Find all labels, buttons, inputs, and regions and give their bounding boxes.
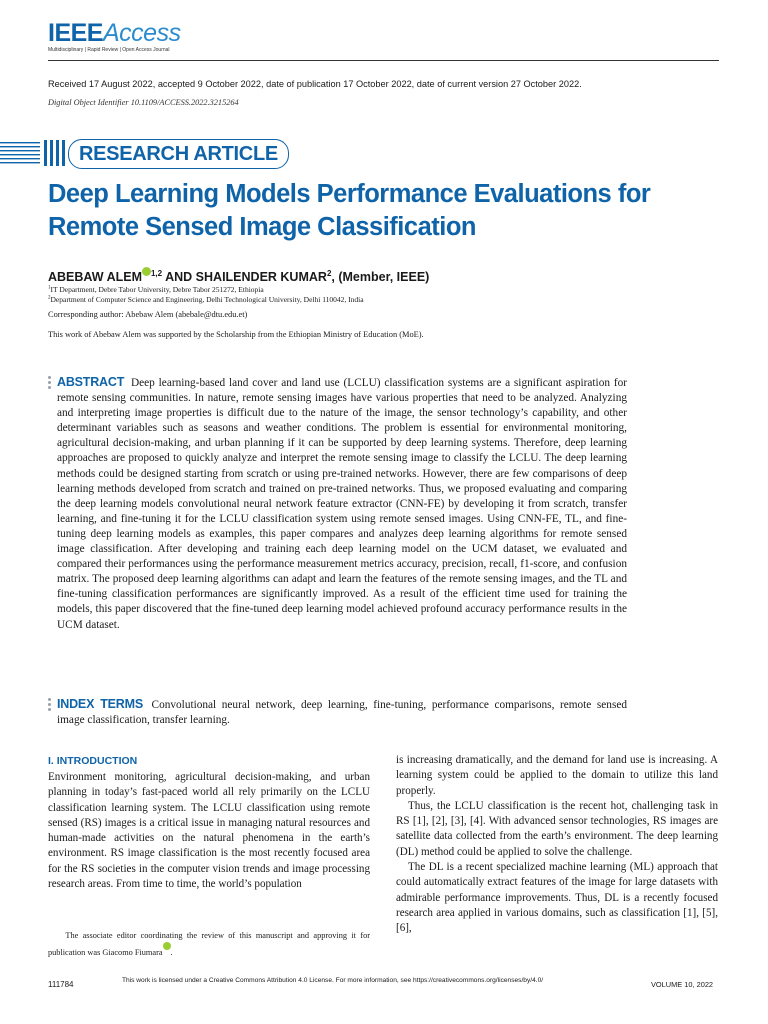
- intro-paragraph-1: Environment monitoring, agricultural decision-making, and urban planning in today’s fast-paced world all rely primarily on the LCLU classification learning system. The LCLU classification using remote sensed (RS) images is a critical issue in managing natural resources and human-made activities on the natural phenomena in the earth’s environment. RS image classification is the most recently focused area for the RS societies in the computer vision trends and image processing research areas. From time to time, the world’s population: [48, 771, 370, 891]
- logo-tagline: Multidisciplinary | Rapid Review | Open Access Journal: [48, 47, 170, 53]
- abstract: [57, 375, 627, 633]
- affiliation-2-text: Department of Computer Science and Engineering, Delhi Technological University, Delhi 110042, India: [50, 295, 364, 304]
- section-heading-introduction: I. INTRODUCTION: [48, 755, 138, 767]
- abstract-text: Deep learning-based land cover and land use (LCLU) classification systems are a significant aspiration for remote sensing communities. In nature, remote sensing images have various properties that need to be analyzed. Analyzing and interpreting image properties is difficult due to the nature of the image, the sensor technology’s capability, and other determinant variables such as seasons and weather conditions. The problem is essential for environmental monitoring, agricultural decision-making, and urban planning if it can be supported by deep learning systems. Therefore, deep learning approaches are proposed to quickly analyze and interpret the remote sensing image to classify the LCLU. The deep learning methods could be designed starting from scratch or using pre-trained networks. However, there are few comparisons of deep learning methods developed from scratch and trained on pre-trained networks. Thus, we proposed evaluating and comparing the deep learning models convolutional neural network feature extractor (CNN-FE) by developing it from scratch, transfer learning, and fine-tuning it for the LCLU classification system using remote sensed images. Using CNN-FE, TL, and fine-tuning deep learning models as examples, this paper compares and analyzes deep learning algorithms for remote sensed image classification. After developing and training each deep learning model on the UCM dataset, we evaluated and compared their performances using the performance measurement metrics accuracy, precision, recall, f1-score, and confusion matrix. The proposed deep learning algorithms can adapt and learn the features of the remote sensing images, and the TL and fine-tuning classification performances are significantly improved. As a result of the efficient time used for training the models, this paper discovered that the fine-tuned deep learning model achieved profound accuracy performance results in the UCM dataset.: [57, 377, 627, 631]
- editor-footnote: [48, 929, 370, 959]
- index-terms-dots-icon: [48, 698, 52, 713]
- affiliation-2-num: 2: [48, 295, 51, 301]
- footnote-end: .: [170, 948, 173, 957]
- author-line: [48, 267, 429, 284]
- affiliation-2: [48, 295, 364, 304]
- footnote-text: The associate editor coordinating the review of this manuscript and approving it for publication was Giacomo Fiumara: [48, 931, 371, 957]
- index-terms-text: Convolutional neural network, deep learning, fine-tuning, performance comparisons, remote sensed image classification, transfer learning.: [57, 699, 628, 727]
- author-2-affil: 2: [326, 268, 332, 278]
- received-dates: Received 17 August 2022, accepted 9 October 2022, date of publication 17 October 2022, date of current version 27 October 2022.: [48, 79, 582, 89]
- abstract-label: ABSTRACT: [57, 375, 125, 389]
- editor-orcid-icon[interactable]: [163, 942, 171, 950]
- paper-title: Deep Learning Models Performance Evaluations for Remote Sensed Image Classification: [48, 180, 651, 241]
- affiliation-1-text: IT Department, Debre Tabor University, Debre Tabor 251272, Ethiopia: [50, 285, 264, 294]
- affiliation-1-num: 1: [48, 285, 51, 291]
- index-terms: [57, 697, 627, 728]
- doi-line: Digital Object Identifier 10.1109/ACCESS.2022.3215264: [48, 98, 239, 107]
- abstract-dots-icon: [48, 376, 52, 391]
- funding-note: This work of Abebaw Alem was supported by the Scholarship from the Ethiopian Ministry of Education (MoE).: [48, 330, 424, 339]
- intro-paragraph-continued: is increasing dramatically, and the demand for land use is increasing. A learning system could be applied to the domain to utilize this land properly.: [396, 754, 718, 797]
- intro-paragraph-2: Thus, the LCLU classification is the recent hot, challenging task in RS [1], [2], [3], [4]. With advanced sensor technologies, RS images are satellite data collected from the earth’s environment. The deep learning (DL) method could be applied to solve the challenge.: [396, 799, 718, 858]
- header-rule: [48, 60, 719, 61]
- author-1: ABEBAW ALEM: [48, 270, 142, 284]
- author-2: AND SHAILENDER KUMAR: [162, 270, 327, 284]
- article-type-stripes: [0, 140, 70, 166]
- author-1-affil: 1,2: [150, 268, 163, 278]
- intro-paragraph-3: The DL is a recent specialized machine learning (ML) approach that could automatically extract features of the image for large datasets with admirable performance improvements. Thus, DL is a recently focused research area applied in various domains, such as classification [1], [5], [6],: [396, 861, 718, 935]
- affiliation-1: [48, 285, 264, 294]
- logo-access: Access: [102, 19, 181, 47]
- body-column-right: [396, 753, 718, 937]
- body-column-left: [48, 754, 370, 892]
- author-2-role: , (Member, IEEE): [331, 270, 430, 284]
- volume-label: VOLUME 10, 2022: [651, 980, 714, 989]
- article-type-label: RESEARCH ARTICLE: [79, 142, 278, 165]
- journal-logo: [48, 20, 181, 53]
- corresponding-author: Corresponding author: Abebaw Alem (abebale@dtu.edu.et): [48, 310, 248, 319]
- license-notice[interactable]: This work is licensed under a Creative Commons Attribution 4.0 License. For more information, see https://creativecommons.org/licenses/by/4.0/: [122, 977, 544, 984]
- page-number: 111784: [48, 980, 74, 989]
- index-terms-label: INDEX TERMS: [57, 697, 143, 711]
- orcid-icon[interactable]: [142, 267, 151, 276]
- logo-ieee: IEEE: [48, 19, 103, 47]
- article-type-badge: [68, 139, 289, 169]
